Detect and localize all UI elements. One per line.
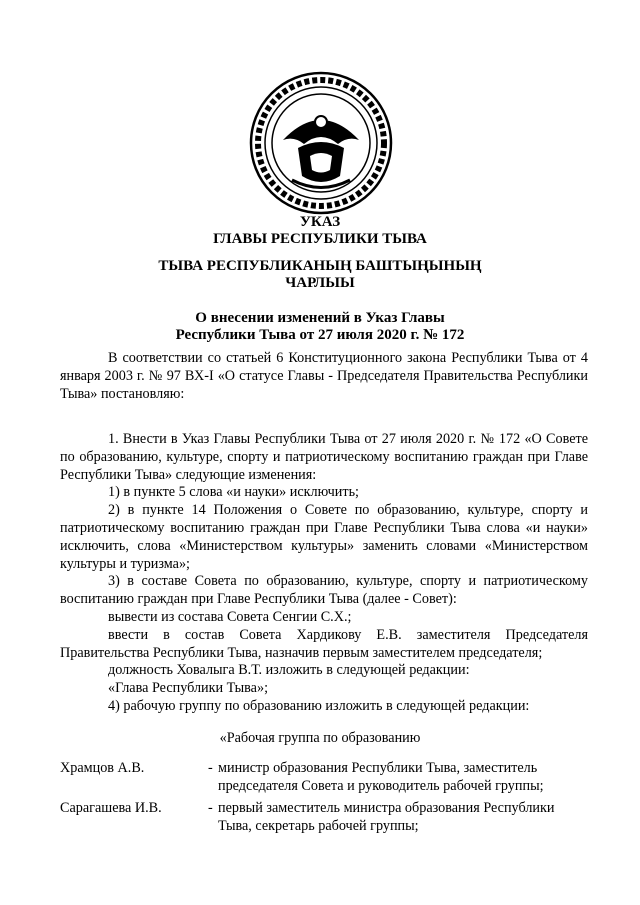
sub-item-3b: ввести в состав Совета Хардикову Е.В. заместителя Председателя Правительства Республики Тыва, назначив первым заместителем председателя; (60, 626, 588, 661)
sub-item-3a: вывести из состава Совета Сенгии С.Х.; (108, 608, 352, 625)
decree-word: УКАЗ (299, 214, 341, 230)
sub-item-4: 4) рабочую группу по образованию изложить в следующей редакции: (108, 697, 530, 714)
member-name: Сарагашева И.В. (60, 800, 162, 816)
sub-item-1: 1) в пункте 5 слова «и науки» исключить; (108, 484, 359, 501)
member-dash: - (208, 760, 213, 776)
tuvan-issuer-line: ТЫВА РЕСПУБЛИКАНЫҢ БАШТЫҢЫНЫҢ (158, 258, 482, 274)
issuer-line: ГЛАВЫ РЕСПУБЛИКИ ТЫВА (213, 231, 427, 247)
item-1: 1. Внести в Указ Главы Республики Тыва от 27 июля 2020 г. № 172 «О Совете по образованию, культуре, спорту и патриотическому воспитанию граждан при Главе Республики Тыва» следующие изменения: (60, 431, 588, 483)
sub-item-3c: должность Ховалыга В.Т. изложить в следующей редакции: (108, 662, 470, 679)
working-group-title: «Рабочая группа по образованию (219, 730, 421, 746)
tuvan-decree-word: ЧАРЛЫЫ (285, 275, 355, 291)
changes-section (60, 431, 588, 716)
member-role: первый заместитель министра образования Республики Тыва, секретарь рабочей группы; (218, 800, 555, 834)
member-dash: - (208, 800, 213, 816)
member-role: министр образования Республики Тыва, заместитель председателя Совета и руководитель рабочей группы; (218, 760, 544, 794)
sub-item-3: 3) в составе Совета по образованию, культуре, спорту и патриотическому воспитанию граждан при Главе Республики Тыва (далее - Совет): (60, 573, 588, 608)
intro-paragraph: В соответствии со статьей 6 Конституционного закона Республики Тыва от 4 января 2003 г. № 97 ВХ-I «О статусе Главы - Председателя Правительства Республики Тыва» постановляю: (60, 350, 588, 402)
subject-line-1: О внесении изменений в Указ Главы (195, 310, 445, 326)
coat-of-arms-seal (248, 70, 394, 216)
member-name: Храмцов А.В. (60, 760, 145, 776)
decree-title-tuvan (0, 258, 640, 292)
sub-item-2: 2) в пункте 14 Положения о Совете по образованию, культуре, спорту и патриотическому воспитанию граждан при Главе Республики Тыва слова «и науки» исключить, слова «Министерством культуры» заменить словами «Министерством культуры и туризма»; (60, 502, 588, 572)
decree-title (0, 214, 640, 248)
subject-line-2: Республики Тыва от 27 июля 2020 г. № 172 (175, 327, 465, 343)
sub-item-3d: «Глава Республики Тыва»; (108, 680, 269, 697)
decree-subject (0, 310, 640, 344)
